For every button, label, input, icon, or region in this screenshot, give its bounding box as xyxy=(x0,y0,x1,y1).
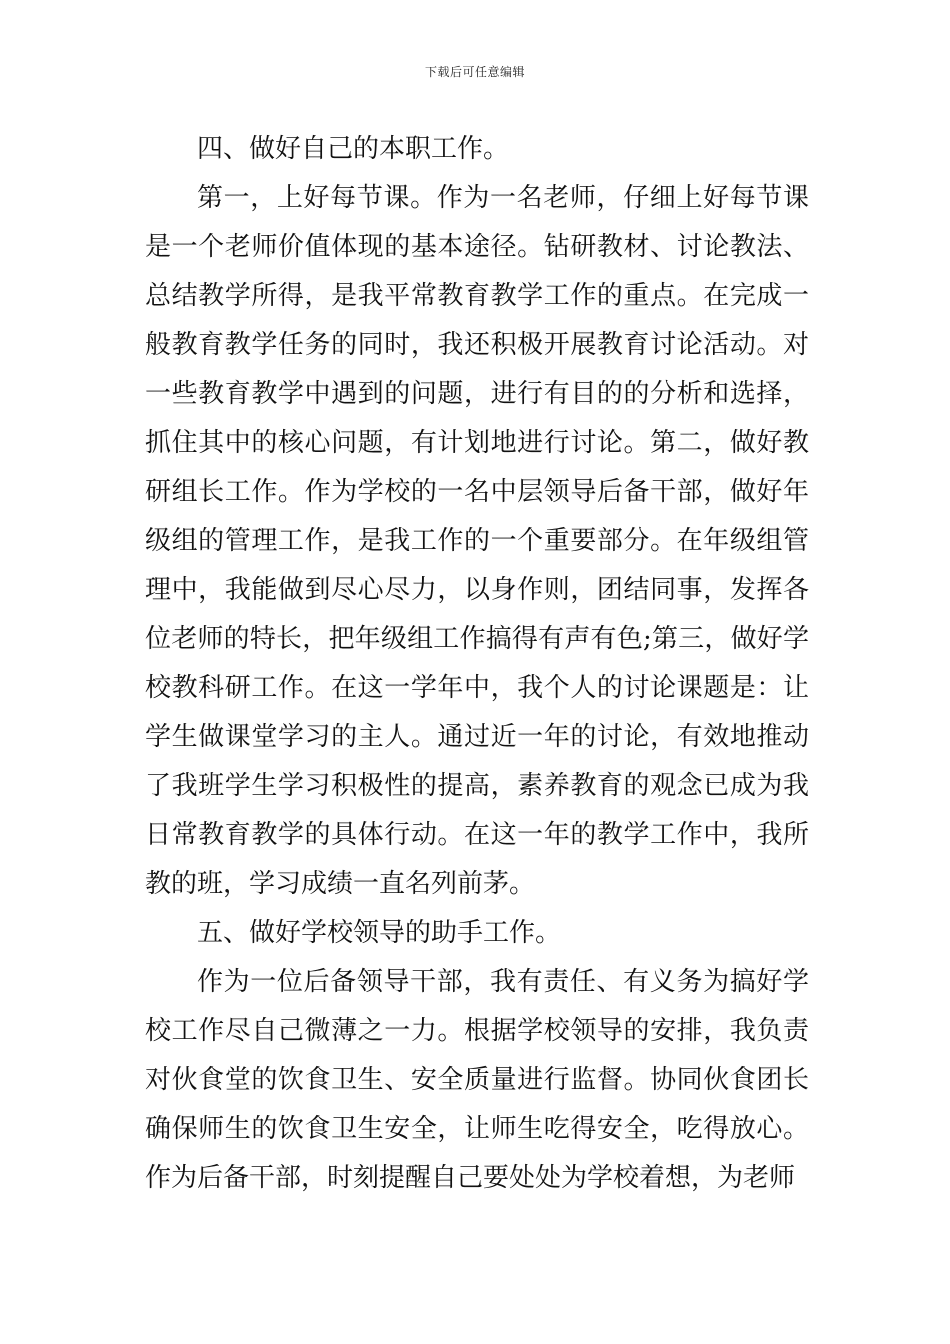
page-header: 下载后可任意编辑 xyxy=(424,65,525,79)
document-body xyxy=(145,125,809,1203)
body-paragraph: 作为一位后备领导干部，我有责任、有义务为搞好学校工作尽自己微薄之一力。根据学校领导的安排，我负责对伙食堂的饮食卫生、安全质量进行监督。协同伙食团长确保师生的饮食卫生安全，让师生吃得安全，吃得放心。作为后备干部，时刻提醒自己要处处为学校着想，为老师 xyxy=(145,967,809,1193)
section-heading-5: 五、做好学校领导的助手工作。 xyxy=(197,918,562,948)
section-heading-4: 四、做好自己的本职工作。 xyxy=(197,134,510,164)
body-paragraph: 第一，上好每节课。作为一名老师，仔细上好每节课是一个老师价值体现的基本途径。钻研教材、讨论教法、总结教学所得，是我平常教育教学工作的重点。在完成一般教育教学任务的同时，我还积极开展教育讨论活动。对一些教育教学中遇到的问题，进行有目的的分析和选择，抓住其中的核心问题，有计划地进行讨论。第二，做好教研组长工作。作为学校的一名中层领导后备干部，做好年级组的管理工作，是我工作的一个重要部分。在年级组管理中，我能做到尽心尽力，以身作则，团结同事，发挥各位老师的特长，把年级组工作搞得有声有色;第三，做好学校教科研工作。在这一学年中，我个人的讨论课题是：让学生做课堂学习的主人。通过近一年的讨论，有效地推动了我班学生学习积极性的提高，素养教育的观念已成为我日常教育教学的具体行动。在这一年的教学工作中，我所教的班，学习成绩一直名列前茅。 xyxy=(145,183,809,899)
